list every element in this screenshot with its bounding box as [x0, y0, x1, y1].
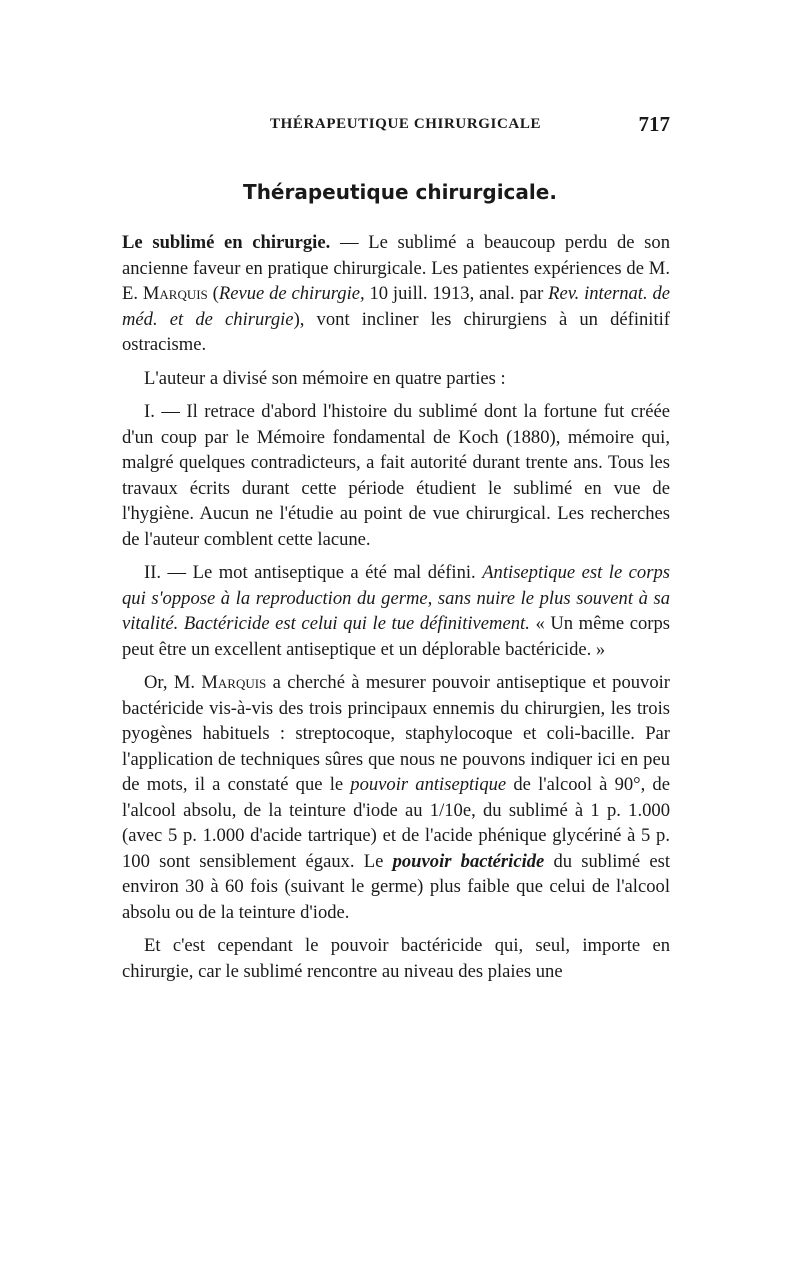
paragraph-conclusion: Et c'est cependant le pouvoir bactéricide qui, seul, importe en chirurgie, car le sublimé rencontre au niveau des plaies une	[122, 935, 670, 982]
author-name: Marquis	[201, 672, 267, 693]
paragraph-outline: L'auteur a divisé son mémoire en quatre parties :	[144, 367, 506, 389]
running-header	[122, 114, 670, 138]
paragraph-findings	[122, 670, 670, 925]
paragraph-part-one: I. — Il retrace d'abord l'histoire du sublimé dont la fortune fut créée d'un coup par le Mémoire fondamental de Koch (1880), mémoire qui, malgré quelques contradicteurs, a fait autorité durant trente ans. Tous les travaux écrits durant cette période étudient le sublimé en vue de l'hygiène. Aucun ne l'étudie au point de vue chirurgical. Les recherches de l'auteur comblent cette lacune.	[122, 401, 670, 550]
text-run: « Un même corps peut être un excellent antiseptique et un déplorable bactéricide. »	[122, 613, 670, 660]
journal-citation: Revue de chirurgie,	[218, 283, 365, 304]
paragraph-intro	[122, 230, 670, 358]
section-title: Thérapeutique chirurgicale.	[243, 180, 557, 204]
text-run: (	[207, 283, 219, 304]
text-run: — Le sublimé a beaucoup perdu de son ancienne faveur en pratique chirurgicale. Les patientes expériences de M. E.	[122, 232, 671, 304]
article-heading: Le sublimé en chirurgie.	[122, 232, 331, 253]
paragraph-part-two	[122, 560, 670, 662]
article-body	[122, 230, 670, 992]
term-antiseptic: pouvoir antiseptique	[350, 774, 507, 795]
text-run: a cherché à mesurer pouvoir antiseptique et pouvoir bactéricide vis-à-vis des trois principaux ennemis du chirurgien, les trois pyogènes habituels : streptocoque, staphylocoque et coli-bacille. Par l'application de techniques sûres que nous ne pouvons indiquer ici en peu de mots, il a constaté que le	[122, 672, 670, 795]
text-run: du sublimé est environ 30 à 60 fois (suivant le germe) plus faible que celui de l'alcool absolu ou de la teinture d'iode.	[122, 850, 670, 923]
author-name: Marquis	[142, 283, 208, 304]
text-run: de l'alcool à 90°, de l'alcool absolu, de la teinture d'iode au 1/10e, du sublimé à 1 p. 1.000 (avec 5 p. 1.000 d'acide tartrique) et de l'acide phénique glycériné à 5 p. 100 sont sensiblement égaux. Le	[122, 774, 670, 872]
term-bactericidal: pouvoir bactéricide	[392, 850, 545, 872]
text-run: ), vont incliner les chirurgiens à un définitif ostracisme.	[122, 308, 670, 355]
review-citation: Rev. internat. de méd. et de chirurgie	[122, 283, 671, 330]
text-run: Or, M.	[144, 672, 202, 693]
text-run: II. — Le mot antiseptique a été mal défini.	[144, 562, 483, 583]
definition-quote: Antiseptique est le corps qui s'oppose à la reproduction du germe, sans nuire le plus souvent à sa vitalité. Bactéricide est celui qui le tue définitivement.	[122, 562, 670, 634]
text-run: 10 juill. 1913, anal. par	[364, 283, 549, 304]
page-number: 717	[638, 112, 670, 136]
running-title: THÉRAPEUTIQUE CHIRURGICALE	[270, 116, 542, 132]
